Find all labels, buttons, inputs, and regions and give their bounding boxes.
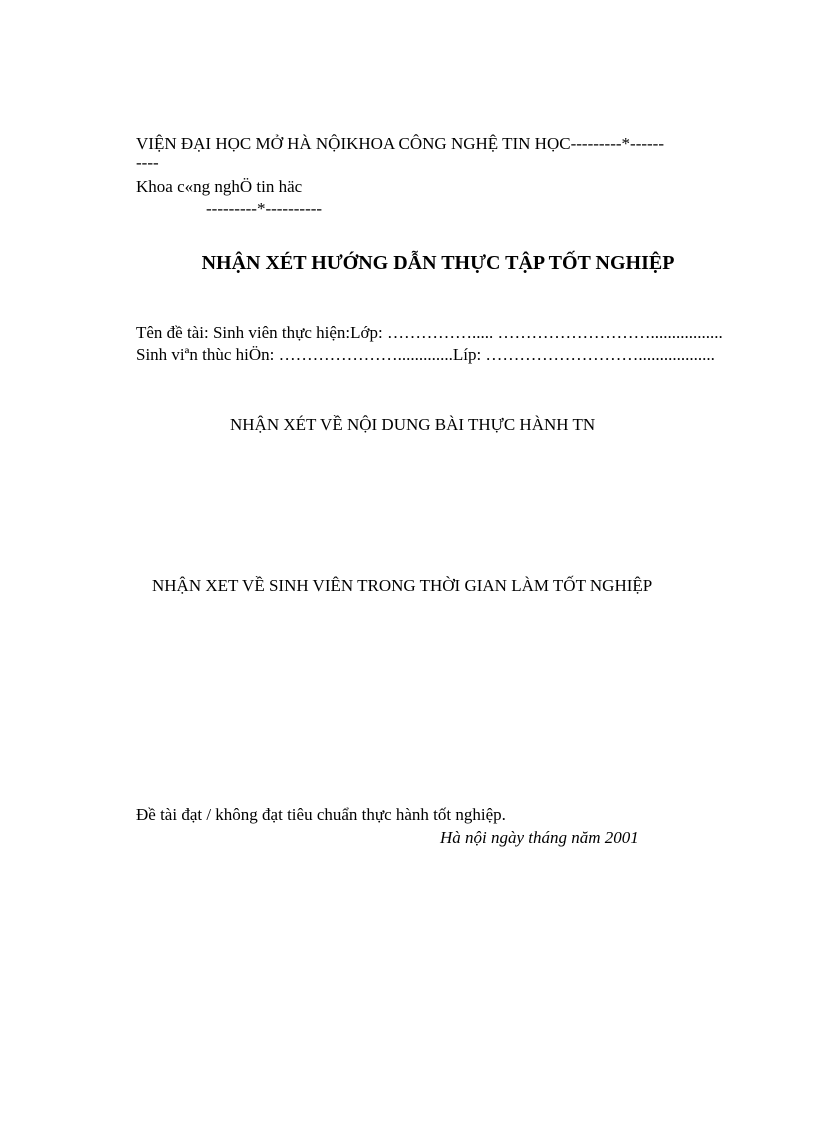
conclusion-statement: Đề tài đạt / không đạt tiêu chuẩn thực hành tốt nghiệp. <box>136 805 506 824</box>
header-separator: ---------*---------- <box>206 199 323 218</box>
institute-header-line: VIỆN ĐẠI HỌC MỞ HÀ NỘIKHOA CÔNG NGHỆ TIN HỌC---------*------ <box>136 134 664 153</box>
student-class-field-garbled: Sinh viªn thùc hiÖn: ………………….............Líp: ……………………….................. <box>136 345 715 364</box>
content-review-heading: NHẬN XÉT VỀ NỘI DUNG BÀI THỰC HÀNH TN <box>230 415 596 434</box>
topic-student-class-field: Tên đề tài: Sinh viên thực hiện:Lớp: ……………..... ………………………................. <box>136 323 723 342</box>
institute-header-line-wrap: ---- <box>136 153 159 172</box>
signature-date: Hà nội ngày tháng năm 2001 <box>440 828 639 847</box>
faculty-name-garbled: Khoa c«ng nghÖ tin häc <box>136 177 303 196</box>
document-title: NHẬN XÉT HƯỚNG DẪN THỰC TẬP TỐT NGHIỆP <box>201 252 675 274</box>
student-review-heading: NHẬN XET VỀ SINH VIÊN TRONG THỜI GIAN LÀM TỐT NGHIỆP <box>152 576 653 595</box>
